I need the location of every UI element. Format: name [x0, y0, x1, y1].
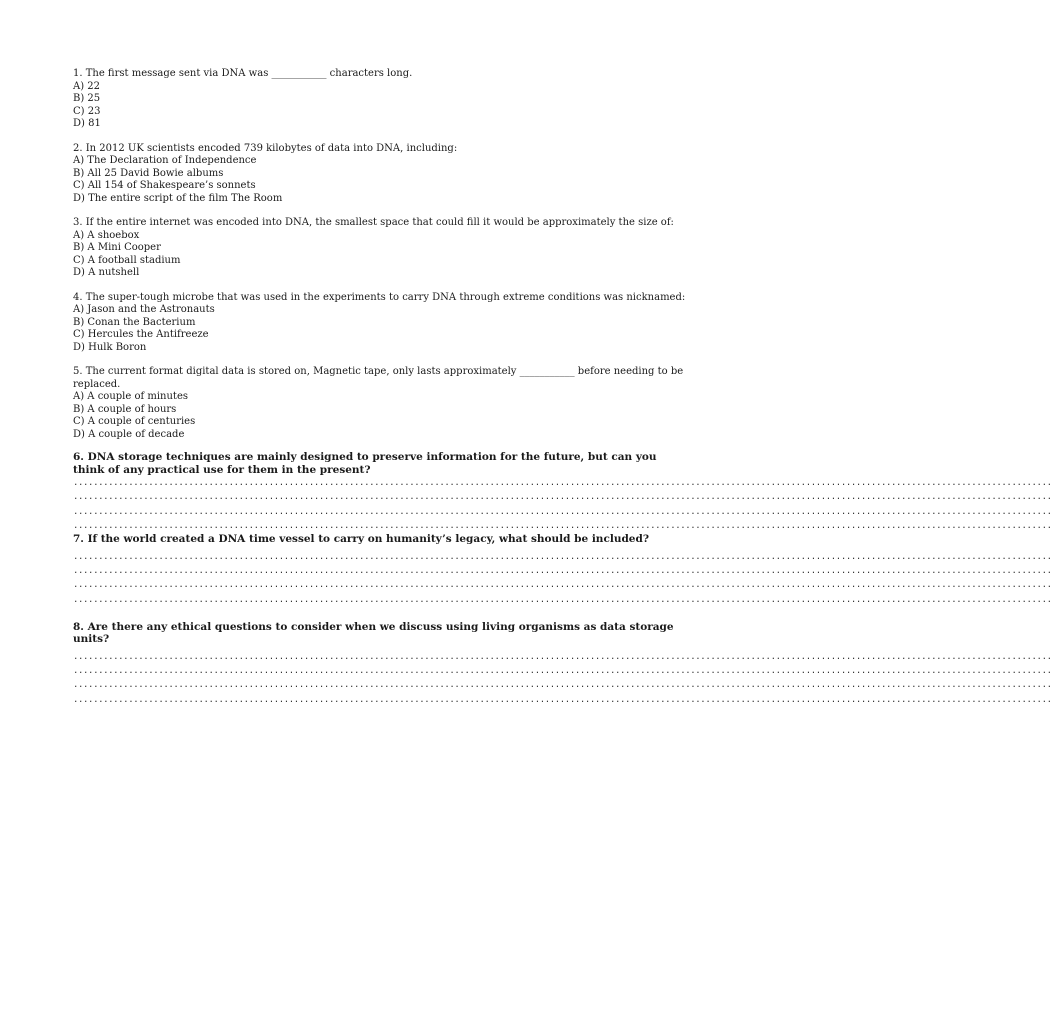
question-6	[73, 451, 1052, 533]
question-3-text: 3. If the entire internet was encoded into DNA, the smallest space that could fill it would be approximately the size of:	[73, 217, 674, 228]
question-2-option-c: C) All 154 of Shakespeare’s sonnets	[73, 180, 256, 191]
question-3-option-a: A) A shoebox	[73, 229, 140, 241]
question-4-option-b: B) Conan the Bacterium	[73, 316, 196, 328]
answer-line[interactable]: ...................................................................................................................................................................................................	[73, 580, 1052, 591]
question-5-text: 5. The current format digital data is stored on, Magnetic tape, only lasts approximately ___________ before needing to be replaced.	[73, 366, 687, 390]
question-2-text: 2. In 2012 UK scientists encoded 739 kilobytes of data into DNA, including:	[73, 142, 458, 154]
answer-line[interactable]: ...................................................................................................................................................................................................	[73, 680, 1052, 691]
question-1-option-c: C) 23	[73, 105, 101, 117]
question-4-text: 4. The super-tough microbe that was used in the experiments to carry DNA through extreme conditions was nicknamed:	[73, 291, 686, 303]
question-2-option-a: A) The Declaration of Independence	[73, 155, 257, 166]
question-5-option-c: C) A couple of centuries	[73, 416, 196, 427]
question-2-option-d: D) The entire script of the film The Room	[73, 192, 283, 204]
question-1-option-b: B) 25	[73, 93, 101, 104]
question-3	[73, 217, 691, 280]
question-2	[73, 143, 691, 206]
question-3-option-b: B) A Mini Cooper	[73, 242, 161, 253]
question-7-text: 7. If the world created a DNA time vessel to carry on humanity’s legacy, what should be included?	[73, 533, 649, 546]
question-1-option-a: A) 22	[73, 80, 101, 92]
answer-line[interactable]: ...................................................................................................................................................................................................	[73, 594, 1052, 605]
question-1-text: 1. The first message sent via DNA was ___________ characters long.	[73, 68, 413, 79]
question-2-option-b: B) All 25 David Bowie albums	[73, 167, 224, 179]
question-3-option-c: C) A football stadium	[73, 254, 181, 266]
answer-line[interactable]: ...................................................................................................................................................................................................	[73, 506, 1052, 517]
question-3-option-d: D) A nutshell	[73, 267, 140, 278]
question-1-option-d: D) 81	[73, 118, 101, 129]
question-6-text: 6. DNA storage techniques are mainly designed to preserve information for the future, but can you think of any practical use for them in the present?	[73, 451, 661, 476]
question-1	[73, 68, 691, 131]
question-5-option-b: B) A couple of hours	[73, 403, 177, 415]
answer-line[interactable]: ...................................................................................................................................................................................................	[73, 478, 1052, 488]
question-8	[73, 620, 1052, 707]
question-4	[73, 292, 691, 355]
question-4-option-a: A) Jason and the Astronauts	[73, 304, 215, 315]
worksheet	[73, 68, 1052, 707]
answer-line[interactable]: ...................................................................................................................................................................................................	[73, 651, 1052, 662]
question-4-option-d: D) Hulk Boron	[73, 341, 147, 353]
question-5	[73, 366, 691, 441]
answer-line[interactable]: ...................................................................................................................................................................................................	[73, 520, 1052, 531]
question-5-option-d: D) A couple of decade	[73, 428, 185, 440]
answer-line[interactable]: ...................................................................................................................................................................................................	[73, 551, 1052, 562]
answer-line[interactable]: ...................................................................................................................................................................................................	[73, 492, 1052, 503]
answer-line[interactable]: ...................................................................................................................................................................................................	[73, 694, 1052, 705]
question-4-option-c: C) Hercules the Antifreeze	[73, 329, 209, 340]
question-5-option-a: A) A couple of minutes	[73, 391, 188, 402]
answer-line[interactable]: ...................................................................................................................................................................................................	[73, 565, 1052, 576]
question-7	[73, 533, 1052, 607]
answer-line[interactable]: ...................................................................................................................................................................................................	[73, 666, 1052, 677]
question-8-text: 8. Are there any ethical questions to consider when we discuss using living organisms as data storage units?	[73, 620, 678, 646]
